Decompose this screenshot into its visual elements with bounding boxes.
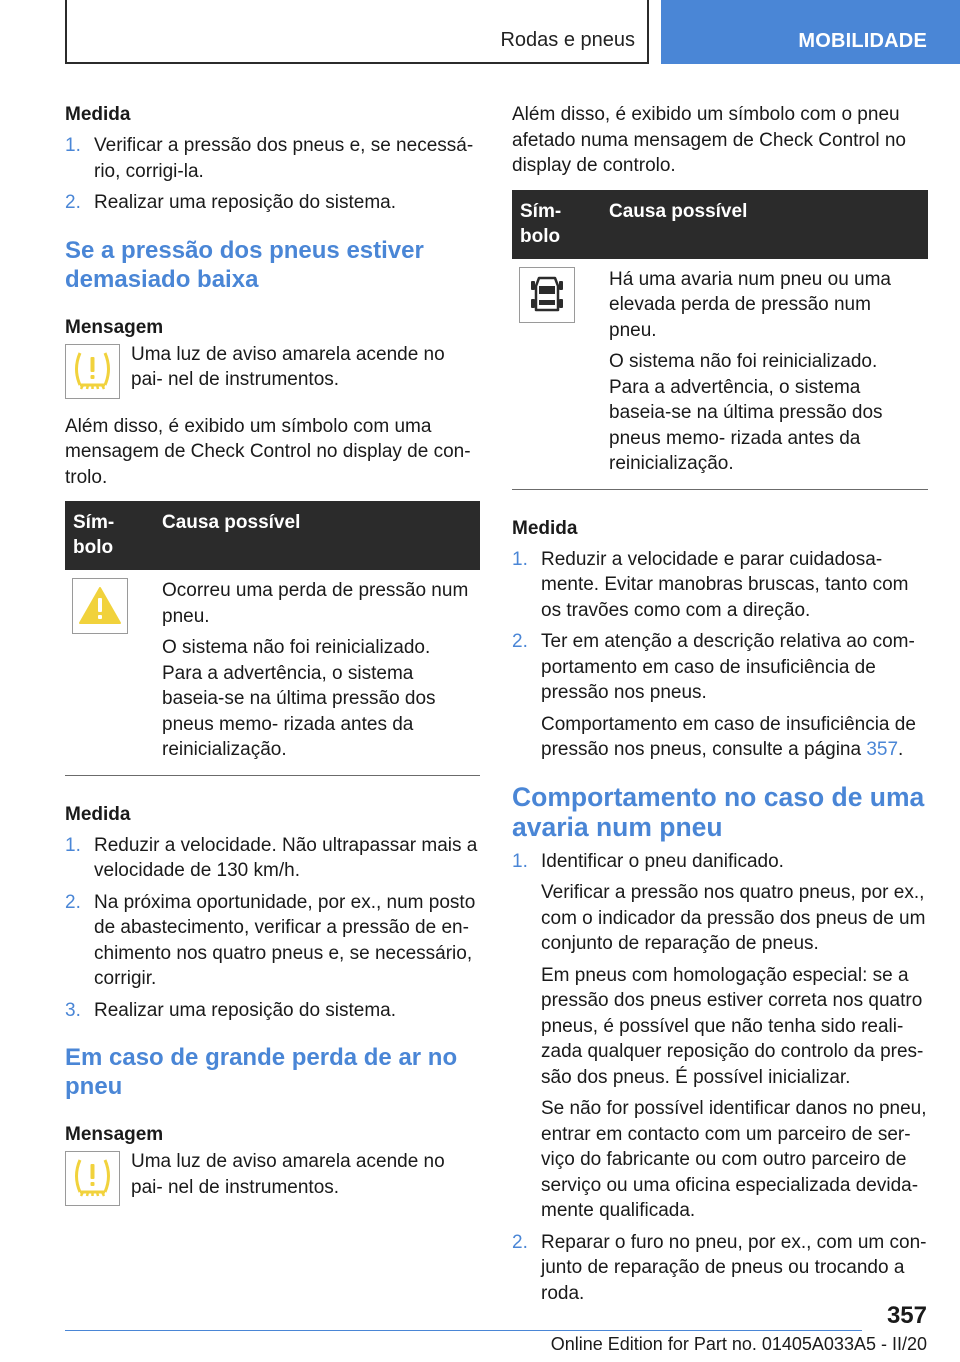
list-item: 1. Verificar a pressão dos pneus e, se necessá‐ rio, corrigi-la. <box>65 135 474 182</box>
right-column <box>512 102 928 1306</box>
page-link[interactable]: 357 <box>866 739 899 760</box>
list-item: 2. Reparar o furo no pneu, por ex., com um con‐ junto de reparação de pneus ou trocando a roda. <box>512 1231 927 1304</box>
message-row <box>65 342 480 400</box>
cause-text: Há uma avaria num pneu ou uma elevada perda de pressão num pneu. <box>609 268 891 341</box>
message-text: Uma luz de aviso amarela acende no pai‐ nel de instrumentos. <box>131 1151 445 1198</box>
paragraph: Além disso, é exibido um símbolo com uma mensagem de Check Control no display de con‐ trolo. <box>65 415 471 488</box>
header-chapter-box <box>661 0 960 64</box>
header-chapter-title: MOBILIDADE <box>798 30 927 52</box>
table-header-symbol: Sím‐ bolo <box>512 190 601 259</box>
car-flat-tire-icon <box>519 267 575 323</box>
cause-text: O sistema não foi reinicializado. Para a advertência, o sistema baseia-se na última pressão dos pneus memo‐ rizada antes da reinicialização. <box>609 351 883 474</box>
section-heading-tire-damage: Comportamento no caso de uma avaria num pneu <box>512 781 925 842</box>
cause-text: Ocorreu uma perda de pressão num pneu. <box>162 580 469 627</box>
list-item: 2. Ter em atenção a descrição relativa ao com‐ portamento em caso de insuficiência de pressão nos pneus. Comportamento em caso de insuficiência de pressão nos pneus, consulte a página 357. <box>512 629 928 763</box>
table-row <box>65 570 480 775</box>
list-item: 2. Na próxima oportunidade, por ex., num posto de abastecimento, verificar a pressão de en‐ chimento nos quatro pneus e, se necessário, corrigir. <box>65 891 476 989</box>
tire-pressure-warning-icon <box>65 1151 120 1206</box>
table-header-row <box>65 501 480 570</box>
message-text: Uma luz de aviso amarela acende no pai‐ nel de instrumentos. <box>131 343 445 390</box>
message-title: Mensagem <box>65 316 164 338</box>
left-column <box>65 102 480 1207</box>
measure-steps <box>65 833 480 1024</box>
table-header-row <box>512 190 928 259</box>
symbol-table <box>512 190 928 490</box>
measure-title: Medida <box>512 517 578 539</box>
measure-title: Medida <box>65 803 131 825</box>
table-header-cause: Causa possível <box>601 190 928 259</box>
warning-triangle-icon <box>72 578 128 634</box>
list-item: 1. Reduzir a velocidade. Não ultrapassar mais a velocidade de 130 km/h. <box>65 834 478 881</box>
list-item: 3. Realizar uma reposição do sistema. <box>65 999 397 1021</box>
footer-edition: Online Edition for Part no. 01405A033A5 - II/20 <box>550 1334 927 1354</box>
table-header-symbol: Sím‐ bolo <box>65 501 154 570</box>
header-section-box <box>65 0 649 64</box>
footer-divider <box>65 1330 862 1331</box>
message-row <box>65 1149 480 1207</box>
table-header-cause: Causa possível <box>154 501 480 570</box>
damage-steps <box>512 849 928 1307</box>
section-heading-air-loss: Em caso de grande perda de ar no pneu <box>65 1044 458 1100</box>
list-item: 1. Identificar o pneu danificado. Verificar a pressão nos quatro pneus, por ex., com o indicador da pressão dos pneus de um conjunto de reparação de pneus. Em pneus com homologação especial: se a pressão dos pneus estiver correta nos quatro pneus, é possível que não tenha sido reali‐ zada qualquer reposição do controlo da pres‐ são dos pneus. É possível inicializar. Se não for possível identificar danos no pneu, entrar em contacto com um parceiro de ser‐ viço do fabricante ou com outro parceiro de serviço ou uma oficina especializada devida‐ mente qualificada. <box>512 850 927 1221</box>
measure-title: Medida <box>65 104 131 125</box>
list-item: 1. Reduzir a velocidade e parar cuidadosa‐ mente. Evitar manobras bruscas, tanto com os travões como com a direção. <box>512 548 909 621</box>
page-number: 357 <box>886 1302 927 1329</box>
message-title: Mensagem <box>65 1124 164 1145</box>
cause-text: O sistema não foi reinicializado. Para a advertência, o sistema baseia-se na última pressão dos pneus memo‐ rizada antes da reinicialização. <box>162 637 436 760</box>
section-heading-low-pressure: Se a pressão dos pneus estiver demasiado baixa <box>65 236 424 293</box>
symbol-table <box>65 501 480 776</box>
cross-reference: Comportamento em caso de insuficiência de pressão nos pneus, consulte a página 357. <box>541 713 916 760</box>
header-section-title: Rodas e pneus <box>500 29 635 51</box>
measure-steps <box>512 547 928 763</box>
list-item: 2. Realizar uma reposição do sistema. <box>65 192 397 213</box>
table-row <box>512 259 928 490</box>
paragraph: Além disso, é exibido um símbolo com o pneu afetado numa mensagem de Check Control no display de controlo. <box>512 104 906 176</box>
tire-pressure-warning-icon <box>65 344 120 399</box>
measure-steps <box>65 133 480 216</box>
